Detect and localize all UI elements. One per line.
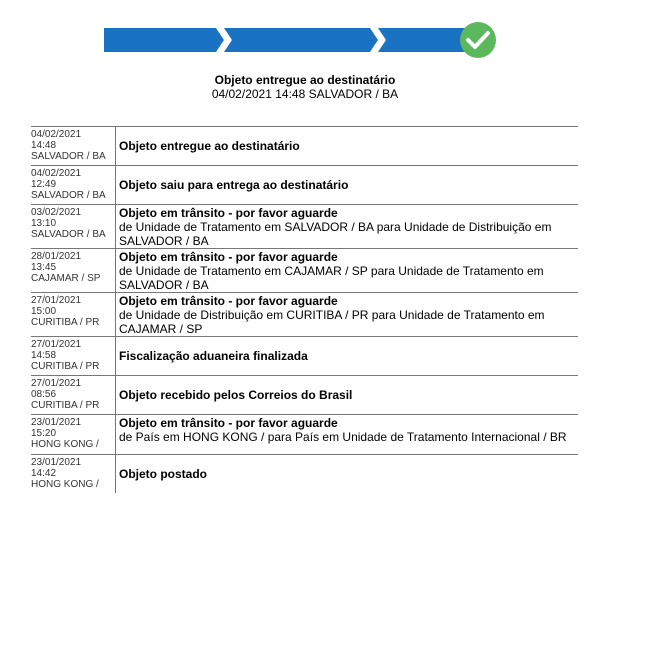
table-row [31,205,578,249]
event-info [31,166,116,205]
event-info [31,376,116,415]
event-location: CAJAMAR / SP [31,273,101,284]
event-date: 27/01/2021 [31,295,82,306]
check-icon [460,22,496,58]
event-title: Objeto em trânsito - por favor aguarde [119,416,338,430]
event-description [116,376,579,415]
event-title: Objeto em trânsito - por favor aguarde [119,250,338,264]
event-info [31,205,116,249]
event-time: 14:48 [31,140,57,151]
event-description [116,249,579,293]
event-detail: de Unidade de Tratamento em CAJAMAR / SP para Unidade de Tratamento em SALVADOR / BA [119,264,544,292]
table-row [31,376,578,415]
event-title: Fiscalização aduaneira finalizada [119,349,308,363]
event-time: 13:10 [31,218,57,229]
event-time: 14:58 [31,350,57,361]
event-info [31,293,116,337]
table-row [31,127,578,166]
event-date: 23/01/2021 [31,457,82,468]
tracking-progress-bar [104,20,500,60]
summary-status: Objeto entregue ao destinatário [214,73,396,87]
event-detail: de Unidade de Tratamento em SALVADOR / BA para Unidade de Distribuição em SALVADOR / BA [119,220,552,248]
event-date: 27/01/2021 [31,378,82,389]
summary-datetime-location: 04/02/2021 14:48 SALVADOR / BA [211,87,399,101]
event-time: 08:56 [31,389,57,400]
event-description [116,205,579,249]
event-location: CURITIBA / PR [31,361,100,372]
event-date: 23/01/2021 [31,417,82,428]
table-row [31,249,578,293]
event-time: 13:45 [31,262,57,273]
event-location: HONG KONG / [31,439,99,450]
event-info [31,455,116,494]
event-location: CURITIBA / PR [31,317,100,328]
table-row [31,337,578,376]
table-row [31,415,578,455]
event-detail: de Unidade de Distribuição em CURITIBA / PR para Unidade de Tratamento em CAJAMAR / SP [119,308,545,336]
progress-segment-2 [224,28,378,52]
event-time: 12:49 [31,179,57,190]
event-title: Objeto saiu para entrega ao destinatário [119,178,349,192]
event-description [116,127,579,166]
event-description [116,415,579,455]
event-date: 04/02/2021 [31,168,82,179]
event-location: SALVADOR / BA [31,229,106,240]
event-time: 15:00 [31,306,57,317]
event-location: HONG KONG / [31,479,99,490]
event-location: CURITIBA / PR [31,400,100,411]
progress-segment-1 [104,28,224,52]
tracking-summary [0,73,610,101]
progress-segment-3 [378,28,474,52]
event-location: SALVADOR / BA [31,190,106,201]
event-info [31,337,116,376]
event-time: 15:20 [31,428,57,439]
event-description [116,166,579,205]
event-date: 27/01/2021 [31,339,82,350]
table-row [31,293,578,337]
event-title: Objeto recebido pelos Correios do Brasil [119,388,353,402]
table-row [31,455,578,494]
event-info [31,249,116,293]
event-date: 03/02/2021 [31,207,82,218]
event-detail: de País em HONG KONG / para País em Unidade de Tratamento Internacional / BR [119,430,567,444]
event-title: Objeto em trânsito - por favor aguarde [119,294,338,308]
event-time: 14:42 [31,468,57,479]
event-location: SALVADOR / BA [31,151,106,162]
event-title: Objeto entregue ao destinatário [119,139,300,153]
event-info [31,415,116,455]
event-description [116,337,579,376]
event-description [116,293,579,337]
event-date: 04/02/2021 [31,129,82,140]
event-info [31,127,116,166]
tracking-events-table [31,126,578,493]
event-description [116,455,579,494]
event-title: Objeto postado [119,467,207,481]
event-title: Objeto em trânsito - por favor aguarde [119,206,338,220]
event-date: 28/01/2021 [31,251,82,262]
table-row [31,166,578,205]
